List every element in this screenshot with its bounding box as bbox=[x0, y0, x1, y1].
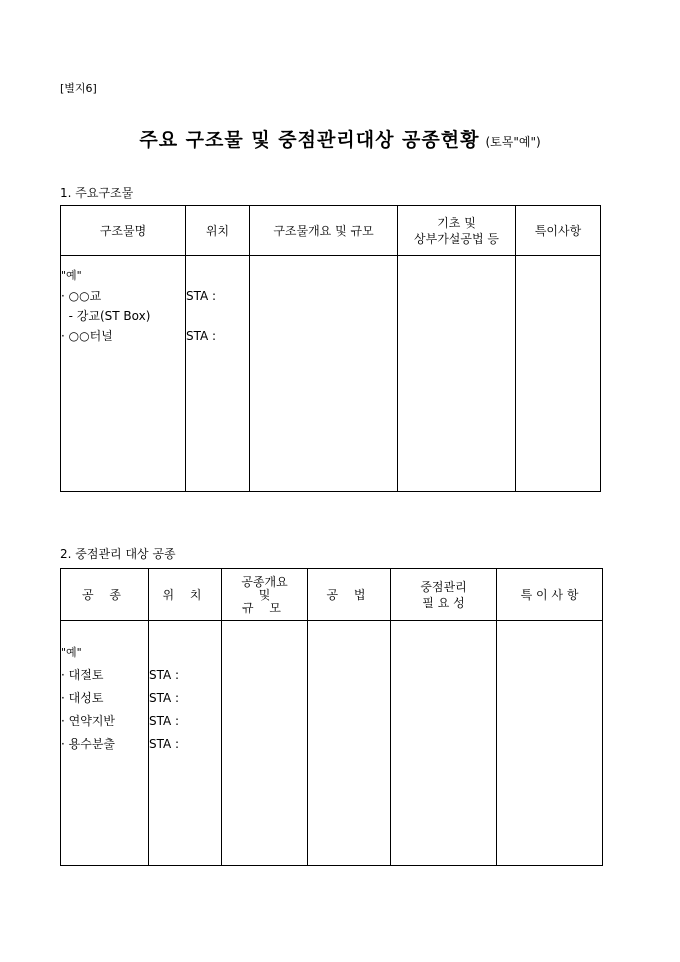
list-item: · 대절토 bbox=[61, 668, 104, 682]
overview-cell bbox=[250, 256, 398, 492]
header-method: 공 법 bbox=[308, 569, 391, 621]
section2-label: 2. 중점관리 대상 공종 bbox=[60, 547, 176, 561]
header-location: 위치 bbox=[186, 206, 250, 256]
location-value: STA : bbox=[186, 329, 217, 343]
remarks-cell bbox=[516, 256, 601, 492]
list-item: · ○○교 bbox=[61, 289, 102, 303]
list-item: · ○○터널 bbox=[61, 329, 113, 343]
title-main: 주요 구조물 및 중점관리대상 공종현황 bbox=[139, 129, 480, 151]
example-label: "예" bbox=[61, 269, 82, 282]
key-works-table bbox=[60, 568, 603, 866]
header-remarks: 특 이 사 항 bbox=[497, 569, 603, 621]
overview-cell bbox=[222, 621, 308, 866]
table-body-row bbox=[61, 256, 601, 492]
location-value: STA : bbox=[186, 289, 217, 303]
header-overview-line2: 및 bbox=[258, 587, 271, 602]
location-cell bbox=[186, 256, 250, 492]
key-management-cell bbox=[391, 621, 497, 866]
page-title bbox=[0, 125, 680, 152]
header-overview-line3: 규 모 bbox=[242, 600, 287, 615]
work-type-cell bbox=[61, 621, 149, 866]
header-key-management bbox=[391, 569, 497, 621]
header-structure-name: 구조물명 bbox=[61, 206, 186, 256]
table-body-row bbox=[61, 621, 603, 866]
remarks-cell bbox=[497, 621, 603, 866]
header-foundation-line1: 기초 및 bbox=[437, 215, 476, 230]
foundation-cell bbox=[398, 256, 516, 492]
example-label: "예" bbox=[61, 646, 82, 659]
structures-table bbox=[60, 205, 601, 492]
list-item: · 연약지반 bbox=[61, 714, 115, 728]
location-value: STA : bbox=[149, 691, 180, 705]
location-cell bbox=[149, 621, 222, 866]
header-overview-scale: 구조물개요 및 규모 bbox=[250, 206, 398, 256]
header-work-type: 공 종 bbox=[61, 569, 149, 621]
table-header-row bbox=[61, 206, 601, 256]
header-foundation-line2: 상부가설공법 등 bbox=[414, 231, 499, 246]
header-overview-line1: 공종개요 bbox=[241, 574, 288, 589]
header-key-line1: 중점관리 bbox=[420, 579, 467, 594]
title-sub: (토목"예") bbox=[485, 135, 541, 149]
method-cell bbox=[308, 621, 391, 866]
table-header-row bbox=[61, 569, 603, 621]
header-remarks: 특이사항 bbox=[516, 206, 601, 256]
annex-label: [별지6] bbox=[60, 82, 97, 95]
list-item: · 대성토 bbox=[61, 691, 104, 705]
header-location: 위 치 bbox=[149, 569, 222, 621]
structure-name-cell bbox=[61, 256, 186, 492]
section1-label: 1. 주요구조물 bbox=[60, 186, 134, 200]
location-value: STA : bbox=[149, 668, 180, 682]
list-item: - 강교(ST Box) bbox=[61, 309, 151, 323]
header-key-line2: 필 요 성 bbox=[422, 595, 465, 610]
header-foundation-method bbox=[398, 206, 516, 256]
header-work-overview bbox=[222, 569, 308, 621]
location-value: STA : bbox=[149, 714, 180, 728]
location-value: STA : bbox=[149, 737, 180, 751]
list-item: · 용수분출 bbox=[61, 737, 115, 751]
